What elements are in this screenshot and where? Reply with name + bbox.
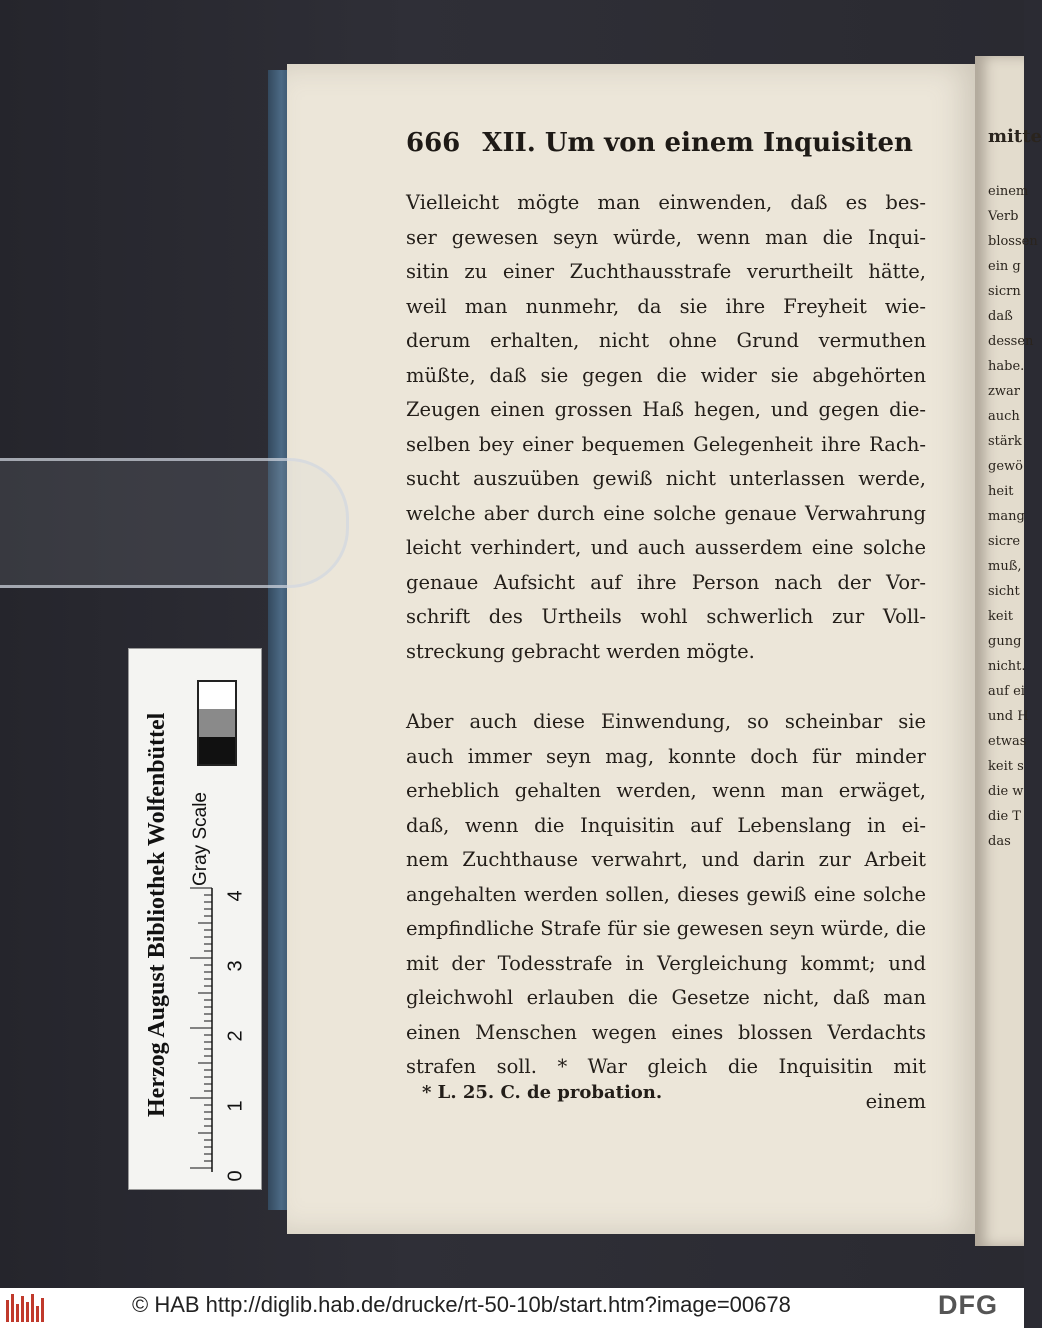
gray-swatch: [199, 737, 235, 764]
facing-page-word: nicht.: [988, 659, 1026, 674]
hab-logo-icon[interactable]: [6, 1292, 46, 1322]
facing-page-word: muß,: [988, 559, 1022, 574]
library-name: Herzog August Bibliothek Wolfenbüttel: [144, 712, 170, 1118]
facing-page-word: blossen: [988, 234, 1038, 249]
facing-page-word: und H: [988, 709, 1029, 724]
text-line: weil man nunmehr, da sie ihre Freyheit wie-: [406, 294, 926, 318]
facing-page-word: auf ei: [988, 684, 1025, 699]
centimeter-ruler: [184, 888, 247, 1182]
facing-page-word: das: [988, 834, 1011, 849]
text-line: auch immer seyn mag, konnte doch für minder: [406, 744, 926, 768]
ruler-number: 2: [224, 1030, 247, 1042]
running-head: [406, 128, 913, 158]
text-line: selben bey einer bequemen Gelegenheit ihre Rach-: [406, 432, 926, 456]
text-line: angehalten werden sollen, dieses gewiß eine solche: [406, 882, 926, 906]
facing-page-word: habe.: [988, 359, 1025, 374]
text-line: derum erhalten, nicht ohne Grund vermuthen: [406, 329, 926, 352]
text-line: welche aber durch eine solche genaue Verwahrung: [406, 501, 926, 525]
facing-page-word: gewö: [988, 459, 1023, 474]
footer-bar: [0, 1288, 1024, 1328]
text-line: schrift des Urtheils wohl schwerlich zur Voll-: [406, 605, 926, 628]
page-body-text: [406, 186, 926, 1119]
facing-page-word: sicre: [988, 534, 1021, 549]
facing-page-word: sicht: [988, 584, 1020, 599]
text-line: Aber auch diese Einwendung, so scheinbar sie: [406, 710, 926, 733]
ruler-number: 0: [224, 1170, 247, 1182]
text-line: genaue Aufsicht auf ihre Person nach der Vor-: [406, 570, 926, 594]
facing-page-word: etwas: [988, 734, 1027, 749]
text-line: Zeugen einen grossen Haß hegen, und gegen die-: [406, 398, 926, 421]
facing-page-word: dessen: [988, 334, 1034, 349]
facing-page-word: einem: [988, 184, 1029, 199]
facing-page-word: keit: [988, 609, 1013, 624]
text-line: mit der Todesstrafe in Vergleichung kommt; und: [406, 951, 926, 975]
facing-page-text: [988, 124, 1042, 854]
facing-page-word: die T: [988, 809, 1021, 824]
text-line: Vielleicht mögte man einwenden, daß es bes-: [406, 191, 926, 214]
text-line: daß, wenn die Inquisitin auf Lebenslang in ei-: [406, 813, 926, 837]
text-line: ser gewesen seyn würde, wenn man die Inqui-: [406, 225, 926, 249]
facing-page-word: ein g: [988, 259, 1021, 274]
facing-page-word: sicrn: [988, 284, 1021, 299]
paragraph-gap: [406, 669, 926, 705]
text-line: einen Menschen wegen eines blossen Verdachts: [406, 1020, 926, 1044]
text-line: sitin zu einer Zuchthausstrafe verurtheilt hätte,: [406, 260, 926, 283]
footnote: * L. 25. C. de probation.: [422, 1082, 663, 1103]
text-line: nem Zuchthause verwahrt, und darin zur Arbeit: [406, 848, 926, 871]
copyright-link[interactable]: © HAB http://diglib.hab.de/drucke/rt-50-10b/start.htm?image=00678: [132, 1292, 791, 1317]
text-line: gleichwohl erlauben die Gesetze nicht, daß man: [406, 986, 926, 1009]
dfg-logo[interactable]: DFG: [938, 1290, 998, 1320]
gray-swatch: [199, 709, 235, 736]
facing-page-word: mang: [988, 509, 1025, 524]
catchword: einem: [865, 1089, 926, 1113]
text-line: müßte, daß sie gegen die wider sie abgehörten: [406, 363, 926, 387]
text-line: streckung gebracht werden mögte.: [406, 639, 755, 663]
facing-page-word: stärk: [988, 434, 1022, 449]
facing-page-word: zwar: [988, 384, 1020, 399]
text-line: leicht verhindert, und auch ausserdem eine solche: [406, 536, 926, 559]
facing-page-word: heit: [988, 484, 1014, 499]
facing-page-word: gung: [988, 634, 1022, 649]
page-number: 666: [406, 128, 461, 158]
facing-page-word: die w: [988, 784, 1024, 799]
facing-page-word: daß: [988, 309, 1013, 324]
gray-swatch: [199, 682, 235, 709]
gray-scale-label: Gray Scale: [190, 792, 211, 886]
text-line: empfindliche Strafe für sie gewesen seyn würde, die: [406, 917, 926, 940]
text-line: strafen soll. * War gleich die Inquisitin mit: [406, 1055, 926, 1078]
ruler-ticks: [184, 888, 214, 1172]
gray-swatches: [197, 680, 237, 766]
facing-page-word: Verb: [988, 209, 1019, 224]
plastic-page-holder: [0, 458, 349, 588]
ruler-number: 3: [224, 960, 247, 972]
facing-page-word: auch: [988, 409, 1020, 424]
text-line: sucht auszuüben gewiß nicht unterlassen werde,: [406, 467, 926, 490]
ruler-number: 4: [224, 890, 247, 902]
text-line: erheblich gehalten werden, wenn man erwäget,: [406, 779, 926, 802]
running-head-title: XII. Um von einem Inquisiten: [482, 128, 913, 158]
ruler-number: 1: [224, 1100, 247, 1112]
facing-page-head: mitte: [988, 126, 1042, 147]
facing-page-word: keit s: [988, 759, 1024, 774]
